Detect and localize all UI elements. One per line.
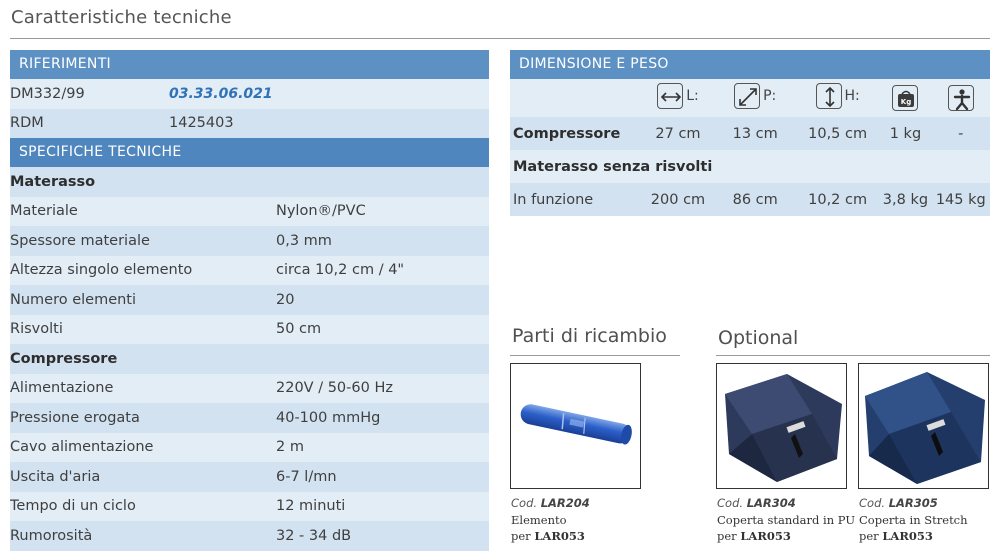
dim-row-compressore bbox=[510, 117, 990, 150]
ricambio-title: Parti di ricambio bbox=[512, 325, 667, 347]
group-title: Compressore bbox=[10, 350, 118, 367]
per-prefix: per bbox=[511, 529, 531, 543]
cod-prefix: Cod. bbox=[859, 496, 886, 510]
spec-label: Alimentazione bbox=[10, 380, 114, 397]
spec-value: Nylon®/PVC bbox=[276, 203, 366, 220]
dim-value: 27 cm bbox=[641, 117, 714, 150]
compressore-group-title bbox=[10, 344, 489, 374]
spec-value: 12 minuti bbox=[276, 498, 346, 515]
dim-value: 13 cm bbox=[715, 117, 796, 150]
dim-row-label: Compressore bbox=[510, 117, 641, 150]
dim-value: 1 kg bbox=[879, 117, 931, 150]
optional-image-lar304 bbox=[716, 363, 847, 489]
spec-label: Spessore materiale bbox=[10, 232, 150, 249]
spec-value: 220V / 50-60 Hz bbox=[276, 380, 393, 397]
ref-label: DM332/99 bbox=[10, 85, 85, 102]
product-code: LAR305 bbox=[888, 496, 938, 510]
riferimenti-header: RIFERIMENTI bbox=[10, 50, 489, 79]
spec-row bbox=[10, 315, 489, 345]
spec-row bbox=[10, 521, 489, 551]
materasso-group-title bbox=[10, 167, 489, 197]
dim-value: 145 kg bbox=[932, 183, 990, 216]
product-code: LAR304 bbox=[746, 496, 796, 510]
spec-label: Rumorosità bbox=[10, 527, 93, 544]
dim-value: - bbox=[932, 117, 990, 150]
specifiche-header: SPECIFICHE TECNICHE bbox=[10, 138, 489, 167]
spec-row bbox=[10, 197, 489, 227]
dim-value: 10,5 cm bbox=[796, 117, 879, 150]
length-letter: L: bbox=[686, 88, 699, 104]
spec-label: Tempo di un ciclo bbox=[10, 498, 136, 515]
length-arrow-icon bbox=[657, 83, 683, 109]
spec-value: 0,3 mm bbox=[276, 232, 332, 249]
spec-label: Risvolti bbox=[10, 321, 63, 338]
cod-prefix: Cod. bbox=[717, 496, 744, 510]
dim-value: 3,8 kg bbox=[879, 183, 931, 216]
per-prefix: per bbox=[717, 529, 737, 543]
optional-caption-lar305 bbox=[859, 495, 990, 545]
product-desc: Elemento bbox=[511, 512, 567, 527]
spec-row bbox=[10, 285, 489, 315]
spec-label: Cavo alimentazione bbox=[10, 439, 154, 456]
spec-row bbox=[10, 256, 489, 286]
depth-arrow-icon bbox=[734, 83, 760, 109]
spec-value: 32 - 34 dB bbox=[276, 527, 352, 544]
product-desc: Coperta in Stretch bbox=[859, 512, 968, 527]
spec-row bbox=[10, 492, 489, 522]
spec-row bbox=[10, 374, 489, 404]
spec-row bbox=[10, 403, 489, 433]
spec-label: Altezza singolo elemento bbox=[10, 262, 193, 279]
product-code: LAR204 bbox=[540, 496, 590, 510]
height-arrow-icon bbox=[816, 83, 842, 109]
spec-row bbox=[10, 226, 489, 256]
dim-group-title: Materasso senza risvolti bbox=[510, 150, 990, 183]
dim-row-in-funzione bbox=[510, 183, 990, 216]
optional-divider bbox=[716, 355, 990, 356]
dimensione-header: DIMENSIONE E PESO bbox=[510, 50, 990, 79]
spec-row bbox=[10, 462, 489, 492]
spec-label: Uscita d'aria bbox=[10, 468, 101, 485]
spec-value: circa 10,2 cm / 4" bbox=[276, 262, 405, 279]
cod-prefix: Cod. bbox=[511, 496, 538, 510]
dimensions-table bbox=[510, 79, 990, 216]
ricambio-divider bbox=[510, 355, 680, 356]
spec-label: Pressione erogata bbox=[10, 409, 140, 426]
page-title: Caratteristiche tecniche bbox=[11, 7, 232, 28]
optional-caption-lar304 bbox=[717, 495, 857, 545]
height-letter: H: bbox=[844, 88, 860, 104]
dim-value: 10,2 cm bbox=[796, 183, 879, 216]
depth-letter: P: bbox=[763, 88, 777, 104]
spec-value: 50 cm bbox=[276, 321, 322, 338]
spec-value: 6-7 l/mn bbox=[276, 468, 337, 485]
spec-value: 2 m bbox=[276, 439, 304, 456]
optional-title: Optional bbox=[718, 327, 799, 349]
icon-row bbox=[510, 79, 990, 117]
dim-row-materasso-title bbox=[510, 150, 990, 183]
ref-value: 03.33.06.021 bbox=[169, 85, 273, 102]
ref-label: RDM bbox=[10, 115, 44, 132]
dim-value: 86 cm bbox=[715, 183, 796, 216]
group-title: Materasso bbox=[10, 173, 96, 190]
ricambio-caption-lar204 bbox=[511, 495, 641, 545]
per-code: LAR053 bbox=[534, 529, 585, 543]
ref-row-dm bbox=[10, 79, 489, 109]
dim-value: 200 cm bbox=[641, 183, 714, 216]
ref-value: 1425403 bbox=[169, 115, 234, 132]
left-specs-panel bbox=[10, 50, 489, 551]
svg-text:Kg: Kg bbox=[901, 98, 912, 106]
product-desc: Coperta standard in PU bbox=[717, 512, 856, 527]
spec-label: Materiale bbox=[10, 203, 78, 220]
ref-row-rdm bbox=[10, 109, 489, 139]
per-code: LAR053 bbox=[882, 529, 933, 543]
per-prefix: per bbox=[859, 529, 879, 543]
dim-row-label: In funzione bbox=[510, 183, 641, 216]
spec-label: Numero elementi bbox=[10, 291, 137, 308]
ricambio-image-lar204 bbox=[510, 363, 641, 489]
spec-value: 20 bbox=[276, 291, 295, 308]
spec-value: 40-100 mmHg bbox=[276, 409, 381, 426]
max-user-weight-icon bbox=[948, 85, 974, 111]
optional-image-lar305 bbox=[858, 363, 989, 489]
dimensions-panel bbox=[510, 50, 990, 216]
title-divider bbox=[10, 38, 990, 39]
per-code: LAR053 bbox=[740, 529, 791, 543]
weight-kg-icon bbox=[892, 85, 918, 111]
spec-row bbox=[10, 433, 489, 463]
